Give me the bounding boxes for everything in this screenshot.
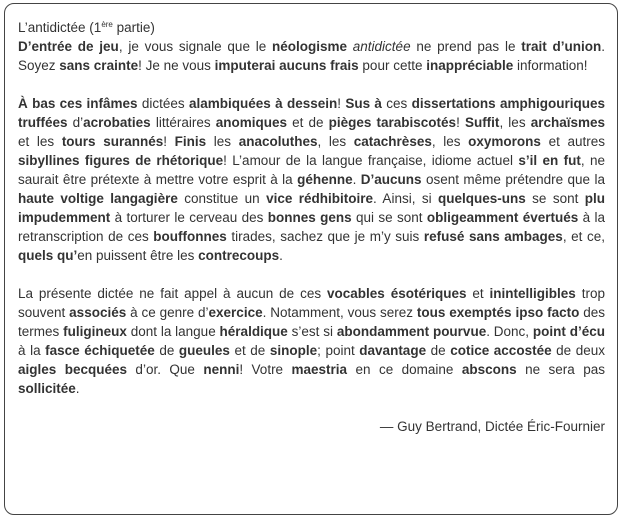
- quote-card: [4, 3, 618, 515]
- text-run: trop souvent: [18, 286, 605, 320]
- text-run: , les: [317, 134, 354, 149]
- text-run: !: [163, 134, 175, 149]
- paragraph-1: [18, 37, 605, 75]
- text-run: . Ainsi, si: [373, 191, 438, 206]
- title-text: L’antidictée (1: [18, 20, 102, 35]
- text-run: , je vous signale que le: [118, 39, 272, 54]
- bold-term: héraldique: [219, 324, 288, 339]
- text-run: , les: [499, 115, 531, 130]
- bold-term: D’entrée de jeu: [18, 39, 119, 54]
- text-run: !: [337, 96, 346, 111]
- bold-term: abondamment pourvue: [336, 324, 487, 339]
- text-run: , ne saurait être prétexte à mettre votre esprit à la: [18, 153, 605, 187]
- text-run: , les: [431, 134, 469, 149]
- bold-term: À bas ces infâmes: [18, 96, 138, 111]
- bold-term: néologisme: [272, 39, 348, 54]
- text-run: de: [154, 343, 179, 358]
- text-run: , et ce,: [562, 229, 605, 244]
- bold-term: catachrèses: [353, 134, 432, 149]
- title-superscript: ère: [101, 20, 113, 29]
- text-run: .: [279, 248, 283, 263]
- text-run: ! Votre: [239, 362, 292, 377]
- text-run: à ce genre d’: [126, 305, 209, 320]
- text-run: ! L’amour de la langue française, idiome actuel: [223, 153, 519, 168]
- text-run: dont la langue: [126, 324, 220, 339]
- document-title: [18, 18, 605, 37]
- bold-term: point d’écu: [532, 324, 605, 339]
- bold-term: sibyllines figures de rhétorique: [18, 153, 224, 168]
- bold-term: quelques-uns: [438, 191, 526, 206]
- text-run: et autres: [540, 134, 605, 149]
- bold-term: haute voltige langagière: [18, 191, 178, 206]
- bold-term: bonnes gens: [267, 210, 352, 225]
- bold-term: vice rédhibitoire: [266, 191, 374, 206]
- bold-term: associés: [69, 305, 127, 320]
- text-run: constitue un: [177, 191, 267, 206]
- text-run: à la retranscription de ces: [18, 210, 606, 244]
- bold-term: Finis: [174, 134, 207, 149]
- bold-term: D’aucuns: [360, 172, 422, 187]
- bold-term: bouffonnes: [153, 229, 227, 244]
- bold-term: vocables ésotériques: [327, 286, 467, 301]
- text-run: et de: [229, 343, 270, 358]
- text-run: en ce domaine: [347, 362, 462, 377]
- bold-term: archaïsmes: [530, 115, 605, 130]
- text-run: les: [206, 134, 239, 149]
- text-run: .: [75, 381, 80, 396]
- bold-term: obligeamment évertués: [426, 210, 579, 225]
- text-run: information!: [513, 58, 588, 73]
- text-run: La présente dictée ne fait appel à aucun de ces: [18, 286, 327, 301]
- bold-term: pièges tarabiscotés: [328, 115, 457, 130]
- bold-term: géhenne: [297, 172, 353, 187]
- text-run: de deux: [551, 343, 606, 358]
- text-run: qui se sont: [351, 210, 427, 225]
- text-run: de: [426, 343, 451, 358]
- bold-term: tours surannés: [61, 134, 164, 149]
- title-suffix: partie): [112, 20, 155, 35]
- bold-term: nenni: [203, 362, 240, 377]
- bold-term: sollicitée: [18, 381, 76, 396]
- text-run: !: [456, 115, 465, 130]
- bold-term: plu impudemment: [18, 191, 605, 225]
- bold-term: sans crainte: [59, 58, 139, 73]
- text-run: à torturer le cerveau des: [110, 210, 268, 225]
- bold-term: quels qu’: [18, 248, 78, 263]
- text-run: et: [466, 286, 490, 301]
- paragraph-2: [18, 94, 605, 265]
- bold-term: acrobaties: [83, 115, 151, 130]
- text-run: . Soyez: [18, 39, 605, 73]
- text-run: osent même prétendre que la: [421, 172, 605, 187]
- text-run: pour cette: [358, 58, 427, 73]
- bold-term: exercice: [208, 305, 263, 320]
- text-run: tirades, sachez que je m’y suis: [226, 229, 424, 244]
- bold-term: oxymorons: [468, 134, 541, 149]
- bold-term: inintelligibles: [489, 286, 576, 301]
- bold-term: s’il en fut: [518, 153, 581, 168]
- bold-term: imputerai aucuns frais: [214, 58, 359, 73]
- bold-term: anomiques: [215, 115, 287, 130]
- bold-term: aigles becquées: [18, 362, 127, 377]
- text-run: ne sera pas: [516, 362, 606, 377]
- bold-term: tous exemptés ipso facto: [416, 305, 580, 320]
- text-run: ces: [381, 96, 412, 111]
- text-run: ne prend pas le: [410, 39, 522, 54]
- bold-term: trait d’union: [521, 39, 602, 54]
- bold-term: refusé sans ambages: [423, 229, 563, 244]
- bold-term: gueules: [178, 343, 230, 358]
- bold-term: Sus à: [345, 96, 382, 111]
- bold-term: abscons: [461, 362, 517, 377]
- text-run: et les: [18, 134, 62, 149]
- text-run: . Donc,: [486, 324, 533, 339]
- text-run: en puissent être les: [77, 248, 199, 263]
- text-run: des termes: [18, 305, 605, 339]
- bold-term: maestria: [291, 362, 348, 377]
- text-run: ! Je ne vous: [138, 58, 215, 73]
- bold-term: dissertations amphigouriques truffées: [18, 96, 605, 130]
- bold-term: contrecoups: [198, 248, 280, 263]
- bold-term: Suffit: [464, 115, 500, 130]
- bold-term: davantage: [359, 343, 427, 358]
- text-run: . Notamment, vous serez: [262, 305, 417, 320]
- text-run: d’or. Que: [127, 362, 204, 377]
- text-run: à la: [18, 343, 46, 358]
- text-run: ; point: [317, 343, 360, 358]
- bold-term: cotice accostée: [450, 343, 552, 358]
- bold-term: fuligineux: [63, 324, 127, 339]
- text-run: .: [352, 172, 361, 187]
- italic-term: antidictée: [352, 39, 411, 54]
- bold-term: anacoluthes: [238, 134, 318, 149]
- text-run: s’est si: [287, 324, 337, 339]
- paragraph-3: [18, 284, 605, 398]
- text-run: littéraires: [150, 115, 216, 130]
- bold-term: alambiquées à dessein: [189, 96, 338, 111]
- bold-term: inappréciable: [426, 58, 514, 73]
- bold-term: fasce échiquetée: [45, 343, 155, 358]
- text-run: et de: [286, 115, 329, 130]
- signature: — Guy Bertrand, Dictée Éric-Fournier: [379, 419, 605, 434]
- text-run: dictées: [137, 96, 189, 111]
- text-run: d’: [67, 115, 84, 130]
- text-run: se sont: [525, 191, 585, 206]
- bold-term: sinople: [269, 343, 318, 358]
